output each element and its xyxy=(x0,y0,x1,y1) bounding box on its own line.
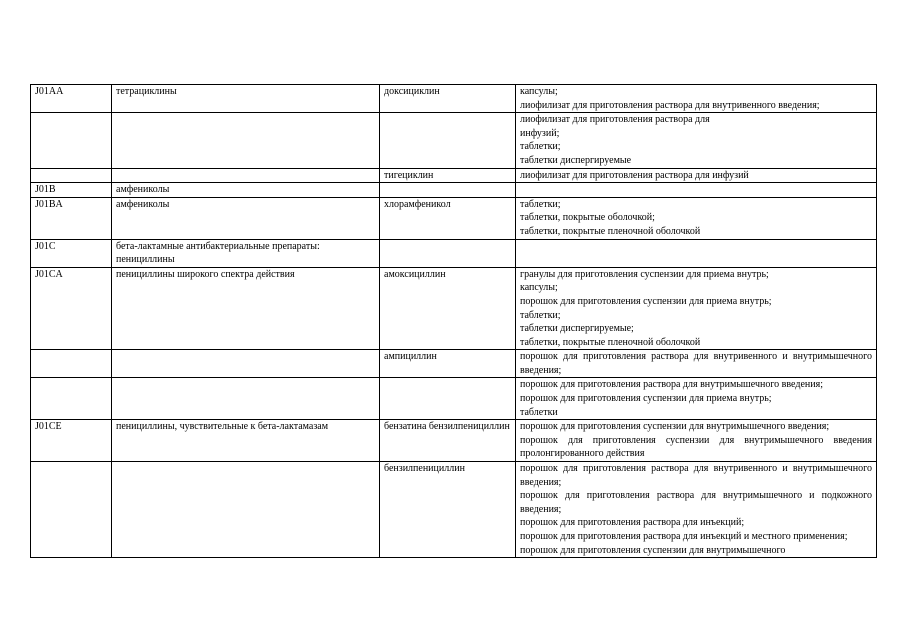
dosage-form-line: таблетки диспергируемые; xyxy=(520,323,634,335)
table-row xyxy=(31,239,877,267)
dosage-form-line: порошок для приготовления раствора для внутримышечного введения; xyxy=(520,379,823,391)
dosage-form-line xyxy=(520,183,872,197)
dosage-form-line: таблетки; xyxy=(520,309,561,321)
dosage-form-line: таблетки диспергируемые xyxy=(520,154,632,166)
table-row xyxy=(31,113,877,168)
dosage-form-line: порошок для приготовления раствора для внутривенного и внутримышечного введения; xyxy=(520,463,872,488)
dosage-forms-cell xyxy=(516,378,877,420)
pharmacological-group-cell xyxy=(112,462,380,558)
dosage-form-line: порошок для приготовления раствора для внутримышечного и подкожного введения; xyxy=(520,490,872,515)
dosage-forms-cell xyxy=(516,462,877,558)
drug-name-cell: ампициллин xyxy=(380,350,516,378)
pharmacological-group-cell: амфениколы xyxy=(112,183,380,198)
atc-code-cell xyxy=(31,350,112,378)
atc-code-cell: J01BA xyxy=(31,197,112,239)
dosage-form-line: инфузий; xyxy=(520,127,560,139)
dosage-form-line: порошок для приготовления суспензии для внутримышечного введения; xyxy=(520,421,830,433)
dosage-form-line: лиофилизат для приготовления раствора для внутривенного введения; xyxy=(520,99,820,111)
dosage-forms-cell xyxy=(516,183,877,198)
pharmacological-group-cell xyxy=(112,378,380,420)
dosage-form-line: капсулы; xyxy=(520,282,558,294)
dosage-form-line: таблетки, покрытые пленочной оболочкой xyxy=(520,225,701,237)
pharmacological-group-cell xyxy=(112,350,380,378)
pharmacological-group-cell: пенициллины широкого спектра действия xyxy=(112,267,380,350)
pharmacological-group-cell: бета-лактамные антибактериальные препараты: пенициллины xyxy=(112,239,380,267)
drug-name-cell xyxy=(380,113,516,168)
atc-code-cell: J01AA xyxy=(31,85,112,113)
table-row xyxy=(31,168,877,183)
pharmacological-group-cell: амфениколы xyxy=(112,197,380,239)
dosage-form-line: порошок для приготовления раствора для инъекций; xyxy=(520,517,745,529)
table-row xyxy=(31,85,877,113)
dosage-form-line xyxy=(520,240,872,254)
table-row xyxy=(31,462,877,558)
atc-code-cell: J01CE xyxy=(31,420,112,462)
drug-name-cell: бензатина бензилпенициллин xyxy=(380,420,516,462)
dosage-form-line: таблетки xyxy=(520,406,558,418)
table-row xyxy=(31,197,877,239)
dosage-form-line: таблетки; xyxy=(520,141,561,153)
atc-code-cell xyxy=(31,462,112,558)
dosage-forms-cell xyxy=(516,267,877,350)
drug-name-cell xyxy=(380,378,516,420)
drug-name-cell: амоксициллин xyxy=(380,267,516,350)
dosage-forms-cell xyxy=(516,350,877,378)
dosage-form-line: таблетки; xyxy=(520,198,561,210)
pharmacological-group-cell xyxy=(112,113,380,168)
drug-name-cell: доксициклин xyxy=(380,85,516,113)
pharmacological-group-cell: пенициллины, чувствительные к бета-лактамазам xyxy=(112,420,380,462)
dosage-form-line: порошок для приготовления суспензии для приема внутрь; xyxy=(520,295,772,307)
dosage-forms-cell xyxy=(516,113,877,168)
atc-code-cell xyxy=(31,168,112,183)
atc-code-cell xyxy=(31,378,112,420)
drug-classification-table xyxy=(30,84,877,558)
dosage-forms-cell xyxy=(516,239,877,267)
table-row xyxy=(31,378,877,420)
dosage-form-line: порошок для приготовления раствора для инъекций и местного применения; xyxy=(520,531,848,542)
table-row xyxy=(31,267,877,350)
dosage-form-line: лиофилизат для приготовления раствора для инфузий xyxy=(520,169,749,181)
pharmacological-group-cell xyxy=(112,168,380,183)
table-body xyxy=(31,85,877,558)
dosage-form-line: порошок для приготовления раствора для внутривенного и внутримышечного введения; xyxy=(520,351,872,376)
pharmacological-group-cell: тетрациклины xyxy=(112,85,380,113)
atc-code-cell: J01CA xyxy=(31,267,112,350)
drug-name-cell: хлорамфеникол xyxy=(380,197,516,239)
dosage-form-line: таблетки, покрытые пленочной оболочкой xyxy=(520,336,701,348)
atc-code-cell xyxy=(31,113,112,168)
dosage-form-line: капсулы; xyxy=(520,86,558,97)
table-row xyxy=(31,183,877,198)
dosage-form-line: лиофилизат для приготовления раствора для xyxy=(520,114,710,126)
dosage-forms-cell xyxy=(516,85,877,113)
dosage-form-line: таблетки, покрытые оболочкой; xyxy=(520,212,655,224)
dosage-forms-cell xyxy=(516,420,877,462)
dosage-form-line: гранулы для приготовления суспензии для приема внутрь; xyxy=(520,268,769,280)
atc-code-cell: J01B xyxy=(31,183,112,198)
table-row xyxy=(31,350,877,378)
drug-name-cell xyxy=(380,239,516,267)
dosage-form-line: порошок для приготовления суспензии для внутримышечного введения пролонгированного действия xyxy=(520,434,872,460)
dosage-forms-cell xyxy=(516,197,877,239)
drug-name-cell: бензилпенициллин xyxy=(380,462,516,558)
drug-name-cell: тигециклин xyxy=(380,168,516,183)
drug-name-cell xyxy=(380,183,516,198)
dosage-form-line: порошок для приготовления суспензии для приема внутрь; xyxy=(520,393,772,405)
atc-code-cell: J01C xyxy=(31,239,112,267)
dosage-form-line: порошок для приготовления суспензии для внутримышечного xyxy=(520,544,786,556)
table-row xyxy=(31,420,877,462)
dosage-forms-cell xyxy=(516,168,877,183)
